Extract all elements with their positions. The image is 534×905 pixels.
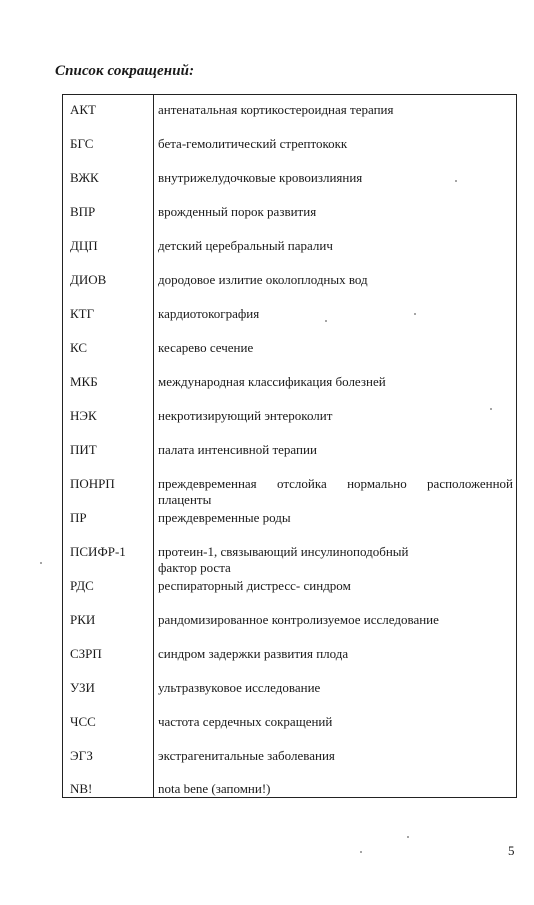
abbreviation: ЭГЗ [70, 748, 93, 763]
abbreviation: КС [70, 340, 88, 355]
definition: частота сердечных сокращений [158, 714, 333, 729]
abbreviation: МКБ [70, 374, 98, 389]
definition: внутрижелудочковые кровоизлияния [158, 170, 363, 185]
abbreviation: ДЦП [70, 238, 98, 253]
abbreviations-table [62, 94, 517, 798]
scan-speck [490, 408, 492, 410]
scan-speck [407, 836, 409, 838]
abbreviation: ПОНРП [70, 476, 115, 491]
page-title: Список сокращений: [55, 63, 195, 79]
page-number: 5 [508, 843, 515, 858]
definition: экстрагенитальные заболевания [158, 748, 335, 763]
abbreviation: ДИОВ [70, 272, 107, 287]
definition: преждевременная отслойка нормально расположенной плаценты [158, 476, 513, 507]
definition: антенатальная кортикостероидная терапия [158, 102, 394, 117]
abbreviation: ВПР [70, 204, 96, 219]
scan-speck [360, 851, 362, 853]
abbreviation: НЭК [70, 408, 97, 423]
definition: бета-гемолитический стрептококк [158, 136, 348, 151]
abbreviation: БГС [70, 136, 94, 151]
definition: международная классификация болезней [158, 374, 386, 389]
definition: синдром задержки развития плода [158, 646, 349, 661]
abbreviation: СЗРП [70, 646, 102, 661]
definition: дородовое излитие околоплодных вод [158, 272, 368, 287]
scan-speck [455, 180, 457, 182]
abbreviation: РДС [70, 578, 94, 593]
column-divider [153, 95, 154, 797]
definition: некротизирующий энтероколит [158, 408, 333, 423]
scan-speck [325, 320, 327, 322]
abbreviation: КТГ [70, 306, 95, 321]
definition: ультразвуковое исследование [158, 680, 321, 695]
definition: детский церебральный паралич [158, 238, 333, 253]
abbreviation: ЧСС [70, 714, 96, 729]
definition: кесарево сечение [158, 340, 254, 355]
abbreviation: NB! [70, 781, 93, 796]
scan-speck [414, 313, 416, 315]
definition: nota bene (запомни!) [158, 781, 271, 796]
definition: преждевременные роды [158, 510, 291, 525]
abbreviation: ПСИФР-1 [70, 544, 126, 559]
definition: рандомизированное контролизуемое исследование [158, 612, 439, 627]
abbreviation: ПИТ [70, 442, 97, 457]
definition: протеин-1, связывающий инсулиноподобный [158, 544, 409, 559]
definition: врожденный порок развития [158, 204, 317, 219]
definition: палата интенсивной терапии [158, 442, 317, 457]
abbreviation: ПР [70, 510, 87, 525]
definition: кардиотокография [158, 306, 260, 321]
abbreviation: АКТ [70, 102, 96, 117]
abbreviation: УЗИ [70, 680, 95, 695]
abbreviation: ВЖК [70, 170, 99, 185]
definition: респираторный дистресс- синдром [158, 578, 351, 593]
scan-speck [40, 562, 42, 564]
abbreviation: РКИ [70, 612, 96, 627]
definition-continuation: фактор роста [158, 560, 231, 575]
